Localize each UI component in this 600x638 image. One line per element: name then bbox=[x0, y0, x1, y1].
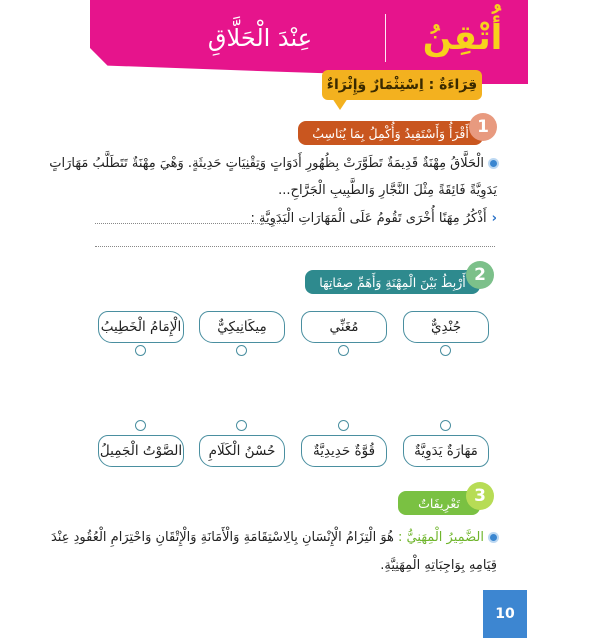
trait-card-beautiful-voice[interactable] bbox=[98, 435, 184, 467]
brand-title: أُتْقِنُ bbox=[422, 18, 503, 58]
header-divider bbox=[385, 14, 386, 62]
trait-card-manual-skill[interactable] bbox=[403, 435, 489, 467]
trait-label: الصَّوْتُ الْجَمِيلُ bbox=[99, 443, 183, 459]
answer-line-1[interactable] bbox=[95, 222, 280, 224]
profession-label: مِيكَانِيكِيٌّ bbox=[217, 319, 267, 335]
definition-line-1 bbox=[51, 530, 497, 545]
section-1-title-label: أَقْرَأُ وَأَسْتَفِيدُ وَأُكْمِلُ بِمَا يُنَاسِبُ bbox=[312, 125, 469, 141]
profession-connector-2[interactable] bbox=[338, 345, 349, 356]
trait-connector-2[interactable] bbox=[338, 420, 349, 431]
lesson-title: عِنْدَ الْحَلَّاقِ bbox=[207, 24, 313, 52]
chevron-left-icon: ‹ bbox=[491, 211, 497, 226]
definition-term: الضَّمِيرُ الْمِهَنِيُّ : bbox=[398, 530, 484, 545]
section-1-number bbox=[469, 113, 497, 141]
section-2-number bbox=[466, 261, 494, 289]
paragraph-text-1: الْحَلَّاقُ مِهْنَةٌ قَدِيمَةٌ تَطَوَّرَتْ بِظُهُورِ أَدَوَاتٍ وَتِقْنِيَاتٍ حَدِيثَةٍ. وَهْيَ مِهْنَةٌ تَتَطَلَّبُ مَهَارَاتٍ bbox=[49, 156, 484, 171]
page-number-badge bbox=[483, 590, 527, 638]
profession-card-imam[interactable] bbox=[98, 311, 184, 343]
profession-connector-4[interactable] bbox=[135, 345, 146, 356]
section-1-number-label: 1 bbox=[477, 117, 489, 137]
definition-text-1: هُوَ الْتِزَامُ الْإِنْسَانِ بِالِاسْتِقَامَةِ وَالْأَمَانَةِ وَالْإِتْقَانِ وَاحْتِرَامِ الْعُقُودِ عِنْدَ bbox=[50, 530, 394, 545]
section-3-title-label: تَعْرِيفَاتٌ bbox=[418, 495, 460, 511]
paragraph-text-2: يَدَوِيَّةً فَائِقَةً مِثْلَ النَّجَّارِ وَالطَّبِيبِ الْجَرَّاحِ... bbox=[278, 183, 497, 198]
section-banner-label: قِرَاءَةٌ : اِسْتِثْمَارٌ وَإِثْرَاءٌ bbox=[326, 77, 478, 93]
trait-card-iron-strength[interactable] bbox=[301, 435, 387, 467]
section-2-title bbox=[305, 270, 480, 294]
section-2-title-label: أَرْبِطُ بَيْنَ الْمِهْنَةِ وَأَهَمِّ صِفَاتِهَا bbox=[319, 274, 466, 290]
profession-label: الْإِمَامُ الْخَطِيبُ bbox=[100, 319, 182, 335]
question-text: أَذْكُرُ مِهَنًا أُخْرَى تَقُومُ عَلَى الْمَهَارَاتِ الْيَدَوِيَّةِ : bbox=[250, 211, 487, 226]
profession-card-singer[interactable] bbox=[301, 311, 387, 343]
question-line bbox=[251, 211, 497, 226]
section-3-number bbox=[466, 482, 494, 510]
section-3-number-label: 3 bbox=[474, 486, 486, 506]
trait-connector-1[interactable] bbox=[440, 420, 451, 431]
definition-line-2 bbox=[380, 558, 497, 573]
bullet-icon bbox=[490, 534, 497, 541]
section-banner bbox=[322, 70, 482, 100]
trait-card-good-speech[interactable] bbox=[199, 435, 285, 467]
paragraph-line-2 bbox=[278, 183, 497, 198]
trait-label: مَهَارَةٌ يَدَوِيَّةٌ bbox=[414, 443, 478, 459]
paragraph-line-1 bbox=[49, 156, 497, 171]
bullet-icon bbox=[490, 160, 497, 167]
page-number: 10 bbox=[495, 606, 515, 622]
answer-line-2[interactable] bbox=[95, 245, 495, 247]
section-2-number-label: 2 bbox=[474, 265, 486, 285]
trait-connector-4[interactable] bbox=[135, 420, 146, 431]
profession-connector-1[interactable] bbox=[440, 345, 451, 356]
section-1-title bbox=[298, 121, 483, 145]
trait-connector-3[interactable] bbox=[236, 420, 247, 431]
trait-label: حُسْنُ الْكَلَامِ bbox=[208, 443, 276, 459]
profession-card-mechanic[interactable] bbox=[199, 311, 285, 343]
profession-label: مُغَنِّي bbox=[329, 319, 359, 335]
definition-text-2: قِيَامِهِ بِوَاجِبَاتِهِ الْمِهَنِيَّةِ. bbox=[380, 558, 497, 573]
trait-label: قُوَّةٌ حَدِيدِيَّةٌ bbox=[312, 443, 376, 459]
profession-connector-3[interactable] bbox=[236, 345, 247, 356]
profession-label: جُنْدِيٌّ bbox=[430, 319, 462, 335]
profession-card-soldier[interactable] bbox=[403, 311, 489, 343]
